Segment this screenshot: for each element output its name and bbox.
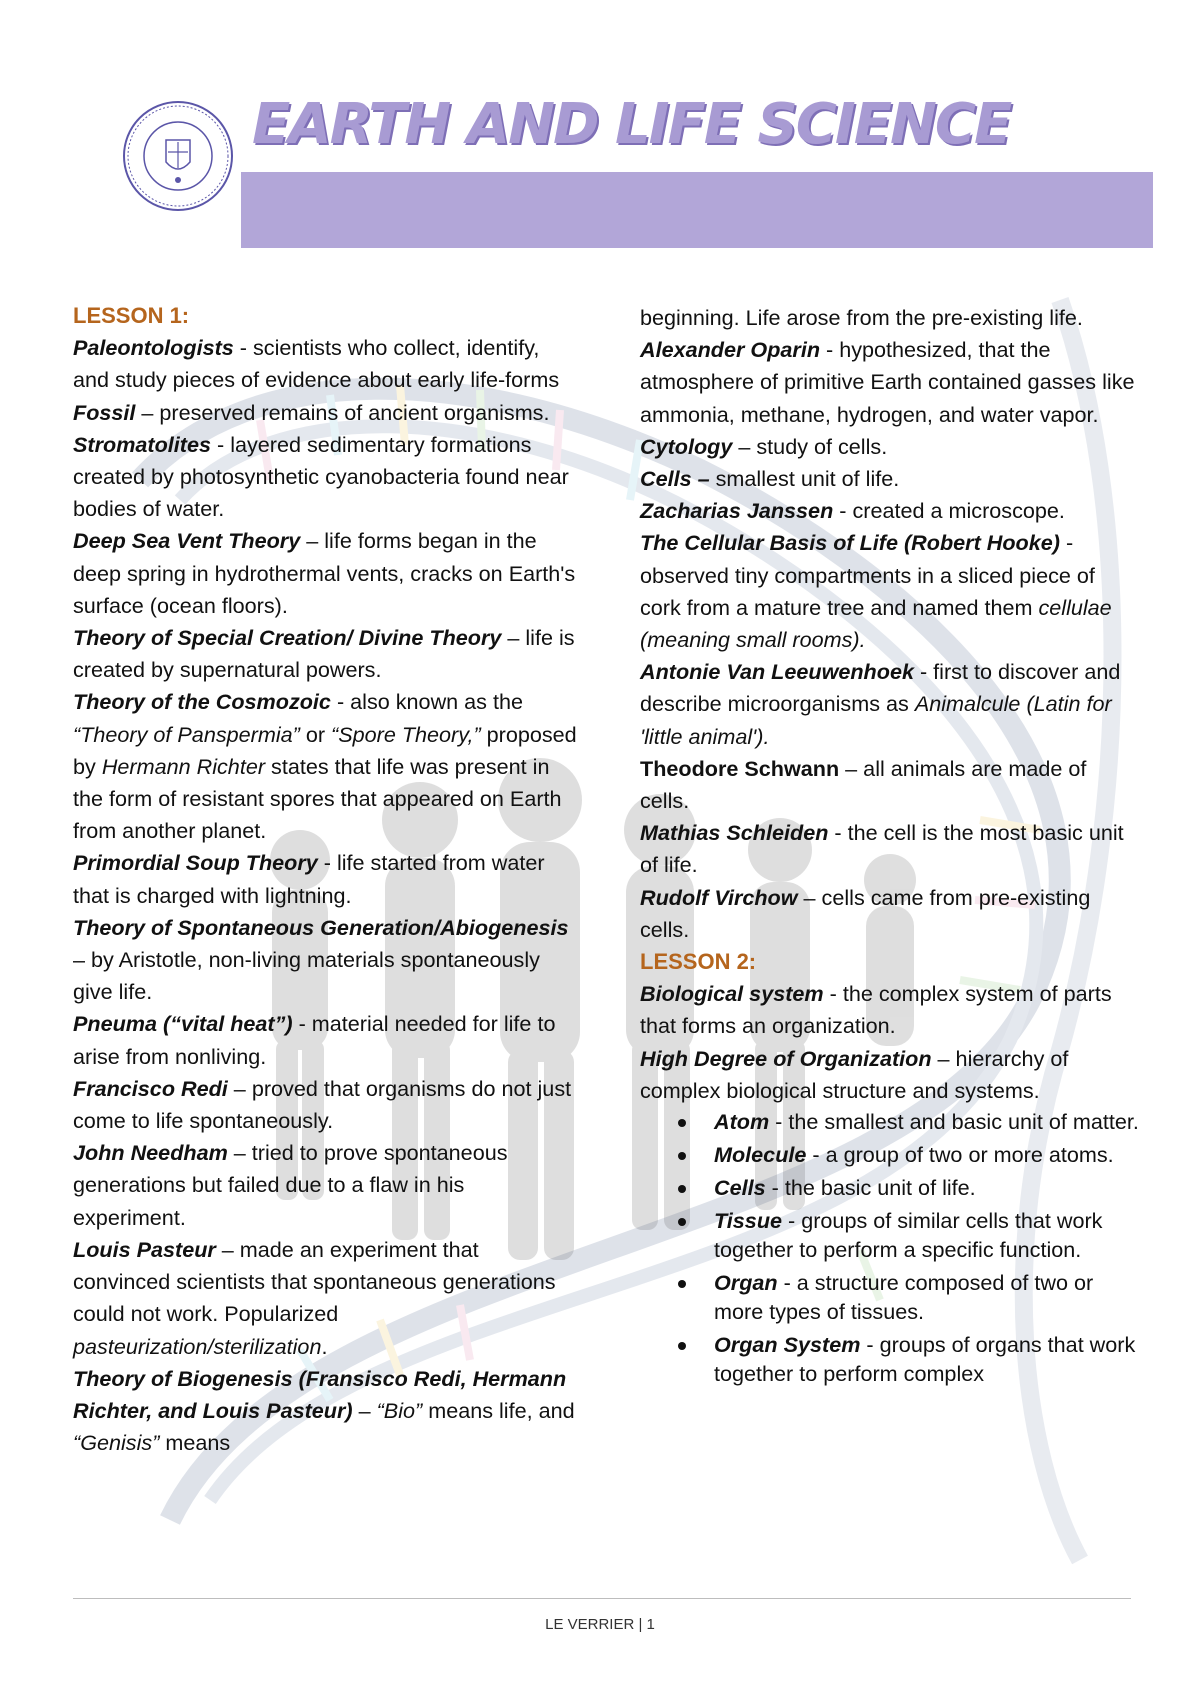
definition-text: - a group of two or more atoms. <box>806 1142 1114 1168</box>
definition-text: – life is created by supernatural powers. <box>73 625 575 683</box>
definition-biological-system <box>640 978 1140 1042</box>
definition-text: - material needed for life to arise from nonliving. <box>73 1011 556 1069</box>
term: Theory of Biogenesis (Fransisco Redi, Hermann Richter, and Louis Pasteur) <box>73 1365 567 1423</box>
term: Cells <box>714 1175 766 1201</box>
lesson-2-heading: LESSON 2: <box>640 949 757 975</box>
page-footer: LE VERRIER | 1 <box>545 1616 655 1633</box>
term: Antonie Van Leeuwenhoek <box>640 659 914 685</box>
definition-spontaneous-generation <box>73 912 578 1009</box>
definition-redi <box>73 1073 578 1137</box>
definition-text: – preserved remains of ancient organisms. <box>135 399 550 425</box>
lesson-1-heading: LESSON 1: <box>73 303 190 328</box>
italic-text: Animalcule (Latin for 'little animal'). <box>640 691 1112 749</box>
definition-text: states that life was present in the form of resistant spores that appeared on Earth from another planet. <box>73 753 562 844</box>
italic-text: “Genisis” <box>73 1430 160 1456</box>
list-item <box>640 1140 1140 1169</box>
term: Pneuma (“vital heat”) <box>73 1011 293 1037</box>
term: Rudolf Virchow <box>640 884 798 910</box>
biogenesis-continued: beginning. Life arose from the pre-existing life. <box>640 305 1083 330</box>
term: Atom <box>714 1109 770 1135</box>
bullet-icon <box>678 1280 686 1288</box>
definition-text: - a structure composed of two or more types of tissues. <box>714 1270 1094 1325</box>
term: Alexander Oparin <box>640 337 821 363</box>
right-column <box>640 302 1140 1392</box>
definition-text: means <box>159 1430 231 1456</box>
italic-text: pasteurization/sterilization <box>73 1333 322 1359</box>
university-seal-logo <box>122 100 234 212</box>
definition-oparin <box>640 334 1140 431</box>
definition-text: - the smallest and basic unit of matter. <box>769 1109 1139 1135</box>
term: Stromatolites <box>73 431 211 457</box>
definition-text: - also known as the <box>330 689 523 715</box>
term: Molecule <box>714 1142 807 1168</box>
italic-text: “Theory of Panspermia” <box>73 721 300 747</box>
definition-cosmozoic <box>73 686 578 847</box>
term: Theory of the Cosmozoic <box>73 689 331 715</box>
term: Biological system <box>640 981 824 1007</box>
term: Zacharias Janssen <box>640 498 834 524</box>
term: Fossil <box>73 399 136 425</box>
term: Primordial Soup Theory <box>73 850 318 876</box>
list-item <box>640 1107 1140 1136</box>
definition-text: – by Aristotle, non-living materials spontaneously give life. <box>73 947 540 1005</box>
definition-text: – hierarchy of complex biological structure and systems. <box>640 1045 1069 1103</box>
definition-text: or <box>299 721 332 747</box>
list-item <box>640 1268 1140 1326</box>
definition-paleontologists <box>73 332 578 396</box>
definition-text: - layered sedimentary formations created by photosynthetic cyanobacteria found near bodies of water. <box>73 431 569 522</box>
definition-text: - groups of similar cells that work together to perform a specific function. <box>714 1208 1103 1263</box>
definition-primordial-soup <box>73 847 578 911</box>
definition-text: . <box>321 1333 328 1359</box>
title-banner-bar <box>241 172 1153 248</box>
definition-needham <box>73 1137 578 1234</box>
definition-high-degree-organization <box>640 1043 1140 1107</box>
definition-cytology <box>640 431 1140 463</box>
definition-text: - the basic unit of life. <box>765 1175 976 1201</box>
definition-text: - groups of organs that work together to perform complex <box>714 1332 1136 1387</box>
definition-schleiden <box>640 817 1140 881</box>
definition-cells <box>640 463 1140 495</box>
left-column <box>73 300 578 1459</box>
term: High Degree of Organization <box>640 1045 932 1071</box>
definition-text: smallest unit of life. <box>709 466 900 492</box>
italic-text: cellulae (meaning small rooms). <box>640 594 1112 653</box>
definition-leeuwenhoek <box>640 656 1140 753</box>
definition-text: - first to discover and describe microorganisms as <box>640 659 1121 717</box>
definition-text: - the cell is the most basic unit of life. <box>640 820 1124 878</box>
term: Mathias Schleiden <box>640 820 829 846</box>
bullet-icon <box>678 1119 686 1127</box>
definition-text: – all animals are made of cells. <box>640 755 1087 814</box>
definition-hooke <box>640 527 1140 656</box>
definition-stromatolites <box>73 429 578 526</box>
definition-pneuma <box>73 1008 578 1072</box>
definition-text: - life started from water that is charged with lightning. <box>73 850 545 908</box>
term: Theory of Special Creation/ Divine Theory <box>73 625 502 651</box>
term: Organ System <box>714 1332 861 1358</box>
list-item <box>640 1330 1140 1388</box>
term: Louis Pasteur <box>73 1236 216 1262</box>
definition-janssen <box>640 495 1140 527</box>
italic-text: “Spore Theory,” <box>331 721 481 747</box>
definition-text: - scientists who collect, identify, and study pieces of evidence about early life-forms <box>73 335 560 393</box>
definition-text: – study of cells. <box>732 433 888 459</box>
bullet-icon <box>678 1185 686 1193</box>
definition-text: - hypothesized, that the atmosphere of primitive Earth contained gasses like ammonia, methane, hydrogen, and water vapor. <box>640 337 1135 427</box>
definition-text: - created a microscope. <box>833 498 1065 524</box>
bullet-icon <box>678 1152 686 1160</box>
definition-virchow <box>640 882 1140 946</box>
definition-text: – tried to prove spontaneous generations but failed due to a flaw in his experiment. <box>73 1140 508 1230</box>
term: The Cellular Basis of Life (Robert Hooke) <box>640 530 1060 556</box>
footer-divider <box>73 1598 1131 1599</box>
definition-text: – cells came from pre-existing cells. <box>640 884 1091 942</box>
definition-text: – life forms began in the deep spring in hydrothermal vents, cracks on Earth's surface (ocean floors). <box>73 528 576 618</box>
bullet-icon <box>678 1342 686 1350</box>
definition-schwann <box>640 753 1140 817</box>
definition-special-creation <box>73 622 578 686</box>
definition-text: - observed tiny compartments in a sliced piece of cork from a mature tree and named them <box>640 530 1095 620</box>
definition-text: proposed by <box>73 721 577 779</box>
definition-text: – <box>352 1397 377 1423</box>
definition-text: means life, and <box>422 1397 575 1423</box>
term: Theory of Spontaneous Generation/Abiogenesis <box>73 914 569 940</box>
italic-text: “Bio” <box>376 1397 423 1423</box>
organization-levels-list <box>640 1107 1140 1388</box>
term: John Needham <box>73 1140 228 1166</box>
definition-text: – made an experiment that convinced scientists that spontaneous generations could not work. Popularized <box>73 1236 556 1327</box>
definition-biogenesis <box>73 1363 578 1460</box>
term: Cytology <box>640 433 733 459</box>
term: Deep Sea Vent Theory <box>73 528 301 554</box>
list-item <box>640 1206 1140 1264</box>
term: Tissue <box>714 1208 783 1234</box>
term: Paleontologists <box>73 335 234 361</box>
list-item <box>640 1173 1140 1202</box>
term: Theodore Schwann <box>640 755 840 781</box>
page-title: EARTH AND LIFE SCIENCE <box>252 92 1011 157</box>
term: Francisco Redi <box>73 1075 228 1101</box>
term: Cells – <box>640 466 710 492</box>
italic-text: Hermann Richter <box>101 753 266 779</box>
definition-text: – proved that organisms do not just come to life spontaneously. <box>73 1075 572 1134</box>
definition-fossil <box>73 397 578 429</box>
definition-pasteur <box>73 1234 578 1363</box>
definition-text: - the complex system of parts that forms an organization. <box>640 981 1112 1039</box>
bullet-icon <box>678 1218 686 1226</box>
definition-deep-sea-vent <box>73 525 578 622</box>
term: Organ <box>714 1270 778 1296</box>
